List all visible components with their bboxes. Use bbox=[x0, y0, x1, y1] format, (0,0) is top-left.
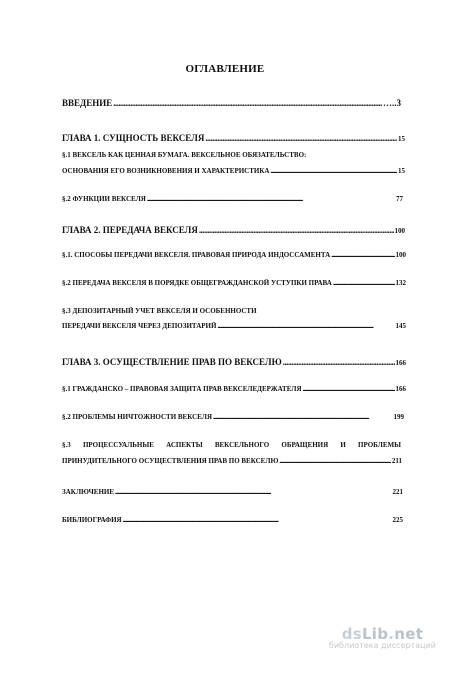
toc-chapter-3-label: ГЛАВА 3. ОСУЩЕСТВЛЕНИЕ ПРАВ ПО ВЕКСЕЛЮ bbox=[62, 357, 282, 367]
leader-dots bbox=[283, 357, 395, 367]
toc-section-2-1-page: 100 bbox=[395, 251, 406, 259]
toc-bibliography[interactable] bbox=[62, 516, 403, 524]
toc-chapter-2-page: 100 bbox=[394, 227, 405, 235]
toc-section-1-2[interactable] bbox=[62, 195, 403, 203]
toc-section-3-3-label-1: §.3 ПРОЦЕССУАЛЬНЫЕ АСПЕКТЫ ВЕКСЕЛЬНОГО ОБРАЩЕНИЯ И ПРОБЛЕМЫ bbox=[62, 441, 401, 449]
toc-section-2-1-label: §.1. СПОСОБЫ ПЕРЕДАЧИ ВЕКСЕЛЯ. ПРАВОВАЯ ПРИРОДА ИНДОССАМЕНТА bbox=[62, 251, 331, 259]
leader-dots bbox=[113, 98, 382, 108]
toc-section-2-2-label: §.2 ПЕРЕДАЧА ВЕКСЕЛЯ В ПОРЯДКЕ ОБЩЕГРАЖДАНСКОЙ УСТУПКИ ПРАВА bbox=[62, 279, 332, 287]
leader-dots bbox=[213, 413, 392, 421]
leader-dots bbox=[217, 322, 394, 330]
toc-section-3-3[interactable] bbox=[62, 457, 402, 465]
toc-chapter-2[interactable] bbox=[62, 225, 405, 235]
toc-chapter-1-label: ГЛАВА 1. СУЩНОСТЬ ВЕКСЕЛЯ bbox=[62, 133, 205, 143]
toc-section-1-1[interactable] bbox=[62, 167, 405, 175]
toc-section-2-2-page: 132 bbox=[395, 279, 406, 287]
toc-section-2-3-line1[interactable] bbox=[62, 307, 257, 315]
leader-dots bbox=[205, 133, 397, 143]
toc-chapter-3-page: 166 bbox=[395, 359, 406, 367]
toc-section-3-3-page: 211 bbox=[391, 457, 402, 465]
toc-section-3-2[interactable] bbox=[62, 413, 404, 421]
site-watermark bbox=[329, 625, 436, 650]
toc-section-3-2-page: 199 bbox=[393, 413, 404, 421]
leader-dots bbox=[331, 251, 394, 259]
toc-section-3-3-label-2: ПРИНУДИТЕЛЬНОГО ОСУЩЕСТВЛЕНИЯ ПРАВ ПО ВЕКСЕЛЮ bbox=[62, 457, 279, 465]
toc-chapter-1-page: 15 bbox=[398, 135, 405, 143]
leader-dots bbox=[147, 195, 395, 203]
toc-chapter-3[interactable] bbox=[62, 357, 406, 367]
leader-dots bbox=[123, 516, 392, 524]
toc-intro-tail: ….. bbox=[383, 98, 397, 108]
toc-section-3-1-label: §.1 ГРАЖДАНСКО – ПРАВОВАЯ ЗАЩИТА ПРАВ ВЕКСЕЛЕДЕРЖАТЕЛЯ bbox=[62, 385, 302, 393]
toc-intro-page: 3 bbox=[396, 98, 401, 108]
page-title: ОГЛАВЛЕНИЕ bbox=[185, 63, 265, 75]
toc-intro[interactable] bbox=[62, 98, 401, 108]
leader-dots bbox=[270, 167, 397, 175]
toc-section-1-1-page: 15 bbox=[398, 167, 405, 175]
toc-section-2-3-label-1: §.3 ДЕПОЗИТАРНЫЙ УЧЕТ ВЕКСЕЛЯ И ОСОБЕННОСТИ bbox=[62, 307, 257, 315]
toc-bibliography-label: БИБЛИОГРАФИЯ bbox=[62, 516, 122, 524]
toc-intro-label: ВВЕДЕНИЕ bbox=[62, 98, 113, 108]
leader-dots bbox=[115, 488, 391, 496]
toc-section-3-1-page: 166 bbox=[395, 385, 406, 393]
toc-section-2-3[interactable] bbox=[62, 322, 406, 330]
leader-dots bbox=[199, 225, 394, 235]
toc-section-3-1[interactable] bbox=[62, 385, 406, 393]
leader-dots bbox=[279, 457, 391, 465]
toc-section-2-1[interactable] bbox=[62, 251, 406, 259]
toc-section-1-2-page: 77 bbox=[396, 195, 403, 203]
toc-conclusion[interactable] bbox=[62, 488, 403, 496]
toc-chapter-1[interactable] bbox=[62, 133, 405, 143]
leader-dots bbox=[303, 385, 395, 393]
toc-conclusion-label: ЗАКЛЮЧЕНИЕ bbox=[62, 488, 115, 496]
toc-conclusion-page: 221 bbox=[392, 488, 403, 496]
toc-section-1-1-label-1: §.1 ВЕКСЕЛЬ КАК ЦЕННАЯ БУМАГА. ВЕКСЕЛЬНОЕ ОБЯЗАТЕЛЬСТВО: bbox=[62, 151, 307, 159]
toc-section-3-2-label: §.2 ПРОБЛЕМЫ НИЧТОЖНОСТИ ВЕКСЕЛЯ bbox=[62, 413, 213, 421]
toc-chapter-2-label: ГЛАВА 2. ПЕРЕДАЧА ВЕКСЕЛЯ bbox=[62, 225, 198, 235]
toc-bibliography-page: 225 bbox=[392, 516, 403, 524]
toc-section-1-1-label-2: ОСНОВАНИЯ ЕГО ВОЗНИКНОВЕНИЯ И ХАРАКТЕРИСТИКА bbox=[62, 167, 270, 175]
toc-section-3-3-line1[interactable] bbox=[62, 441, 401, 449]
leader-dots bbox=[333, 279, 395, 287]
toc-section-2-2[interactable] bbox=[62, 279, 406, 287]
toc-section-2-3-label-2: ПЕРЕДАЧИ ВЕКСЕЛЯ ЧЕРЕЗ ДЕПОЗИТАРИЙ bbox=[62, 322, 217, 330]
toc-section-1-2-label: §.2 ФУНКЦИИ ВЕКСЕЛЯ bbox=[62, 195, 146, 203]
watermark-subtitle: библиотека диссертаций bbox=[328, 641, 436, 650]
toc-section-2-3-page: 145 bbox=[395, 322, 406, 330]
watermark-logo: dsLib.net bbox=[341, 625, 424, 643]
toc-section-1-1-line1[interactable] bbox=[62, 151, 306, 159]
